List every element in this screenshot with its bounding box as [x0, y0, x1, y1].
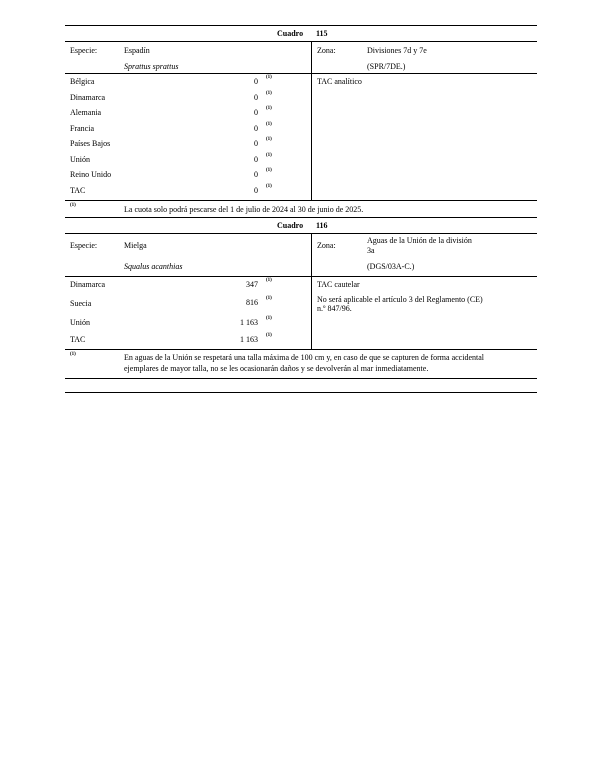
quota-value: 0: [254, 170, 258, 179]
quota-value: 1 163: [240, 318, 258, 327]
country-name: Unión: [70, 155, 90, 164]
zone-name-line2: 3a: [367, 246, 375, 255]
quota-value: 0: [254, 108, 258, 117]
tac-type: TAC cautelar: [317, 280, 360, 289]
country-name: Suecia: [70, 299, 92, 308]
footnote-ref: (1): [266, 122, 272, 127]
footnote-ref: (1): [266, 296, 272, 301]
especie-label: Especie:: [70, 46, 98, 55]
spacer: [65, 379, 537, 392]
footnote-text-line2: ejemplares de mayor talla, no se les ocasionarán daños y se devolverán al mar inmediatamente.: [124, 364, 429, 373]
country-name: Unión: [70, 318, 90, 327]
zona-label: Zona:: [317, 241, 336, 250]
quota-value: 0: [254, 124, 258, 133]
tac-note: No será aplicable el artículo 3 del Reglamento (CE): [317, 295, 483, 304]
table-116-species-block: [65, 234, 537, 276]
footnote-mark: (1): [70, 203, 76, 208]
footnote-mark: (1): [70, 352, 76, 357]
footnote-ref: (1): [266, 106, 272, 111]
cuadro-number: 115: [316, 29, 328, 38]
zone-code: (DGS/03A-C.): [367, 262, 415, 271]
footnote-ref: (1): [266, 91, 272, 96]
table-116-quota-block: [65, 277, 537, 349]
country-name: TAC: [70, 335, 86, 344]
footnote-ref: (1): [266, 184, 272, 189]
country-name: Reino Unido: [70, 170, 112, 179]
table-116-bottom-rule: [65, 392, 537, 393]
quota-value: 0: [254, 155, 258, 164]
quota-value: 816: [246, 298, 258, 307]
zone-name: Divisiones 7d y 7e: [367, 46, 427, 55]
tac-note-line2: n.º 847/96.: [317, 304, 352, 313]
table-115-header: [65, 26, 537, 41]
quota-value: 1 163: [240, 335, 258, 344]
cuadro-number: 116: [316, 221, 328, 230]
species-latin-name: Squalus acanthias: [124, 262, 183, 271]
table-115-quota-block: [65, 74, 537, 200]
cuadro-label: Cuadro: [277, 221, 304, 230]
species-common-name: Mielga: [124, 241, 147, 250]
footnote-text: La cuota solo podrá pescarse del 1 de julio de 2024 al 30 de junio de 2025.: [124, 205, 364, 214]
zona-label: Zona:: [317, 46, 336, 55]
zone-code: (SPR/7DE.): [367, 62, 406, 71]
country-name: Dinamarca: [70, 280, 106, 289]
quota-value: 0: [254, 77, 258, 86]
quota-value: 0: [254, 139, 258, 148]
table-116-footnote: [65, 350, 537, 378]
footnote-ref: (1): [266, 75, 272, 80]
tac-type: TAC analítico: [317, 77, 362, 86]
quota-value: 0: [254, 93, 258, 102]
table-115-species-block: [65, 42, 537, 73]
footnote-ref: (1): [266, 153, 272, 158]
column-divider: [311, 74, 312, 200]
column-divider: [311, 277, 312, 349]
footnote-ref: (1): [266, 333, 272, 338]
country-name: Países Bajos: [70, 139, 111, 148]
country-name: Alemania: [70, 108, 102, 117]
footnote-ref: (1): [266, 168, 272, 173]
footnote-ref: (1): [266, 278, 272, 283]
country-name: TAC: [70, 186, 86, 195]
footnote-ref: (1): [266, 316, 272, 321]
country-name: Bélgica: [70, 77, 95, 86]
footnote-ref: (1): [266, 137, 272, 142]
species-latin-name: Sprattus sprattus: [124, 62, 179, 71]
column-divider: [311, 234, 312, 276]
quota-value: 347: [246, 280, 258, 289]
country-name: Dinamarca: [70, 93, 106, 102]
especie-label: Especie:: [70, 241, 98, 250]
document-page: [65, 25, 537, 393]
zone-name: Aguas de la Unión de la división: [367, 236, 472, 245]
species-common-name: Espadín: [124, 46, 150, 55]
column-divider: [311, 42, 312, 73]
quota-value: 0: [254, 186, 258, 195]
table-116-header: [65, 218, 537, 233]
country-name: Francia: [70, 124, 94, 133]
footnote-text: En aguas de la Unión se respetará una talla máxima de 100 cm y, en caso de que se capturen de forma accidental: [124, 353, 484, 362]
table-115-footnote: [65, 201, 537, 217]
cuadro-label: Cuadro: [277, 29, 304, 38]
